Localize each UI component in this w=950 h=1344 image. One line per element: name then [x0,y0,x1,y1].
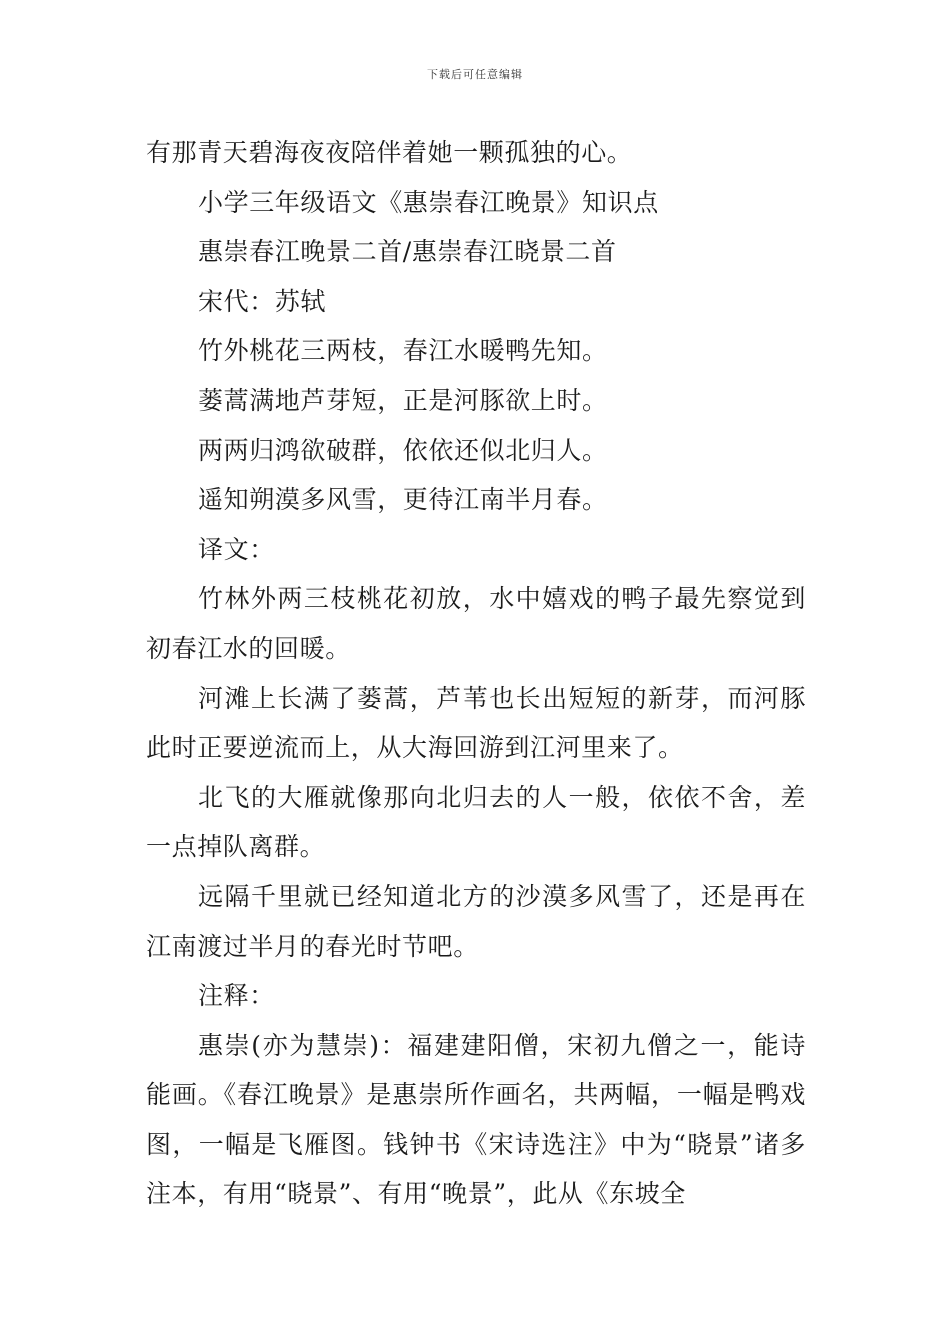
paragraph: 竹外桃花三两枝，春江水暖鸭先知。 [198,336,608,366]
page-header-note: 下载后可任意编辑 [427,68,523,81]
paragraph: 惠崇春江晚景二首/惠崇春江晓景二首 [198,237,617,267]
paragraph: 北飞的大雁就像那向北归去的人一般，依依不舍，差一点掉队离群。 [146,782,806,862]
paragraph: 两两归鸿欲破群，依依还似北归人。 [198,435,608,465]
paragraph: 注释： [198,981,275,1011]
paragraph: 小学三年级语文《惠崇春江晚景》知识点 [198,187,659,217]
paragraph: 遥知朔漠多风雪，更待江南半月春。 [198,485,608,515]
paragraph: 有那青天碧海夜夜陪伴着她一颗孤独的心。 [146,138,633,167]
paragraph: 惠崇(亦为慧崇)：福建建阳僧，宋初九僧之一，能诗能画。《春江晚景》是惠崇所作画名，共两幅，一幅是鸭戏图，一幅是飞雁图。钱钟书《宋诗选注》中为“晓景”诸多注本，有用“晓景”、有用“晚景”，此从《东坡全 [146,1030,806,1209]
document-body [146,128,806,1219]
paragraph: 河滩上长满了蒌蒿，芦苇也长出短短的新芽，而河豚此时正要逆流而上，从大海回游到江河里来了。 [146,683,806,763]
paragraph: 远隔千里就已经知道北方的沙漠多风雪了，还是再在江南渡过半月的春光时节吧。 [146,881,806,961]
paragraph: 竹林外两三枝桃花初放，水中嬉戏的鸭子最先察觉到初春江水的回暖。 [146,584,806,663]
paragraph: 宋代：苏轼 [198,286,327,316]
paragraph: 蒌蒿满地芦芽短，正是河豚欲上时。 [198,385,608,415]
paragraph: 译文： [198,534,275,564]
